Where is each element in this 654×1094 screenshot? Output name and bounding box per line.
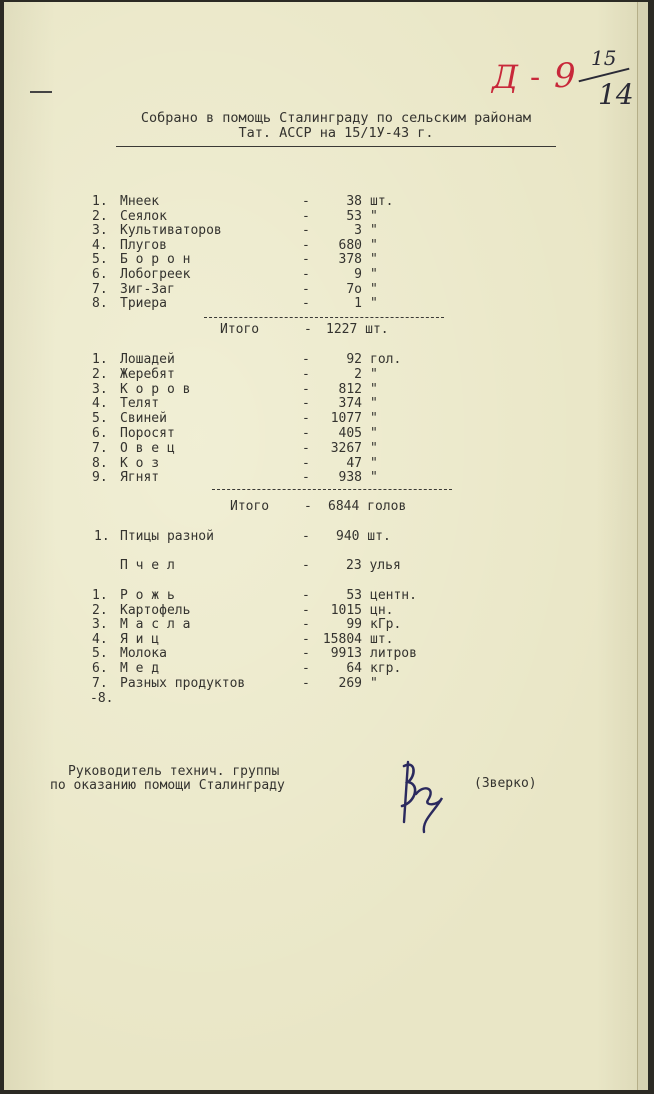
item-name: Мнеек [120, 194, 160, 209]
item-number: 1. [92, 352, 108, 367]
section-equipment-total [4, 322, 648, 337]
item-unit: " [370, 267, 378, 282]
list-item [4, 426, 648, 441]
item-quantity: 38 [346, 194, 362, 209]
item-quantity: 405 [338, 426, 362, 441]
item-unit: " [370, 675, 378, 691]
list-item [4, 352, 648, 367]
item-name: О в е ц [120, 440, 175, 456]
section-livestock-rule [212, 489, 452, 490]
item-quantity: 680 [338, 237, 362, 253]
total-value: 6844 голов [328, 499, 407, 514]
item-number: 2. [92, 602, 108, 618]
list-item [4, 676, 648, 691]
item-quantity: 938 [338, 470, 362, 486]
list-item [4, 603, 648, 618]
signatory-role-line2: по оказанию помощи Сталинграду [50, 778, 285, 793]
item-dash: - [302, 352, 310, 367]
item-dash: - [302, 588, 310, 603]
item-number: 5. [92, 646, 108, 662]
item-dash: - [302, 208, 310, 224]
item-unit: шт. [370, 631, 394, 647]
list-item [4, 382, 648, 397]
item-unit: " [370, 411, 378, 427]
item-unit: " [370, 208, 378, 224]
list-item [4, 238, 648, 253]
item-unit: " [370, 426, 378, 441]
item-name: П ч е л [120, 558, 175, 573]
item-number: 1. [92, 588, 108, 603]
item-quantity: 64 [346, 661, 362, 676]
item-quantity: 92 [346, 352, 362, 367]
item-number: 3. [92, 381, 108, 397]
list-item [4, 223, 648, 238]
item-number: 2. [92, 208, 108, 224]
list-item [4, 396, 648, 411]
item-number: 6. [92, 267, 108, 282]
total-label: Итого [220, 322, 260, 337]
item-dash: - [302, 426, 310, 441]
total-label: Итого [230, 499, 270, 514]
item-number: 5. [92, 411, 108, 427]
item-name: Р о ж ь [120, 588, 175, 603]
item-value: 940 шт. [336, 529, 391, 544]
item-dash: - [302, 281, 310, 297]
item-name: Телят [120, 396, 160, 412]
item-dash: - [302, 223, 310, 239]
list-item [4, 456, 648, 471]
item-dash: - [302, 411, 310, 427]
item-dash: - [302, 366, 310, 382]
list-item [4, 470, 648, 485]
item-name: М е д [120, 661, 160, 676]
item-unit: кгр. [370, 661, 402, 676]
item-name: Триера [120, 296, 167, 312]
item-dash: - [302, 617, 310, 633]
item-number: 7. [92, 675, 108, 691]
item-name: Лошадей [120, 352, 175, 367]
item-number: 9. [92, 470, 108, 486]
item-name: Жеребят [120, 366, 175, 382]
item-name: Б о р о н [120, 252, 191, 268]
birds-row [4, 529, 648, 544]
item-name: Ягнят [120, 470, 160, 486]
item-quantity: 47 [346, 455, 362, 471]
section-livestock-total [4, 499, 648, 514]
item-quantity: 1 [354, 296, 362, 312]
item-quantity: 269 [338, 675, 362, 691]
signatory-role-line1: Руководитель технич. группы [68, 764, 280, 779]
item-name: К о з [120, 455, 160, 471]
item-unit: " [370, 366, 378, 382]
struck-item-number: -8. [90, 691, 114, 706]
item-dash: - [302, 631, 310, 647]
item-unit: кГр. [370, 617, 402, 633]
list-item [4, 282, 648, 297]
list-item [4, 367, 648, 382]
item-name: Лобогреек [120, 267, 191, 282]
item-dash: - [302, 470, 310, 486]
section-equipment-rule [204, 317, 444, 318]
item-quantity: 99 [346, 617, 362, 633]
archive-number: 9 [554, 56, 576, 96]
item-name: Картофель [120, 602, 191, 618]
handwritten-signature [394, 754, 454, 834]
item-number: 4. [92, 631, 108, 647]
item-quantity: 812 [338, 381, 362, 397]
item-unit: " [370, 396, 378, 412]
document-title-line2: Тат. АССР на 15/1У-43 г. [238, 125, 434, 141]
list-item [4, 588, 648, 603]
item-unit: " [370, 381, 378, 397]
list-item [4, 441, 648, 456]
hole-punch-mark [30, 91, 52, 93]
item-dash: - [302, 602, 310, 618]
item-unit: " [370, 281, 378, 297]
archive-fraction-top: 15 [591, 46, 617, 70]
list-item [4, 661, 648, 676]
item-number: 1. [92, 194, 108, 209]
item-number: 8. [92, 296, 108, 312]
item-number: 5. [92, 252, 108, 268]
item-quantity: 15804 [322, 631, 362, 647]
item-unit: " [370, 455, 378, 471]
item-quantity: 3267 [330, 440, 362, 456]
total-dash: - [304, 499, 312, 514]
item-dash: - [302, 396, 310, 412]
document-title-line1: Собрано в помощь Сталинграду по сельским районам [140, 110, 532, 126]
list-item [4, 267, 648, 282]
archive-dash: - [530, 60, 541, 95]
item-unit: цн. [370, 602, 394, 618]
item-name: Молока [120, 646, 167, 662]
item-dash: - [302, 440, 310, 456]
item-number: 4. [92, 396, 108, 412]
item-number: 8. [92, 455, 108, 471]
item-number: 6. [92, 661, 108, 676]
item-number: 7. [92, 281, 108, 297]
item-unit: " [370, 237, 378, 253]
item-dash: - [302, 296, 310, 312]
signatory-name: (Зверко) [474, 776, 537, 791]
item-quantity: 1077 [330, 411, 362, 427]
item-number: 4. [92, 237, 108, 253]
list-item [4, 617, 648, 632]
bees-row [4, 558, 648, 573]
title-underline [116, 146, 556, 147]
item-unit: " [370, 470, 378, 486]
item-name: М а с л а [120, 617, 191, 633]
item-unit: " [370, 223, 378, 239]
item-dash: - [302, 267, 310, 282]
item-quantity: 378 [338, 252, 362, 268]
item-unit: гол. [370, 352, 402, 367]
archive-fraction-bottom: 14 [598, 78, 634, 111]
item-dash: - [302, 529, 310, 544]
list-item [4, 632, 648, 647]
list-item [4, 209, 648, 224]
item-quantity: 1015 [330, 602, 362, 618]
item-dash: - [302, 252, 310, 268]
item-name: Свиней [120, 411, 167, 427]
item-name: Поросят [120, 426, 175, 441]
item-dash: - [302, 237, 310, 253]
item-name: Разных продуктов [120, 675, 246, 691]
total-dash: - [304, 322, 312, 337]
item-number: 6. [92, 426, 108, 441]
item-unit: центн. [370, 588, 417, 603]
item-dash: - [302, 558, 310, 573]
archive-number-mark [488, 46, 638, 114]
item-number: 7. [92, 440, 108, 456]
item-quantity: 9913 [330, 646, 362, 662]
item-quantity: 3 [354, 223, 362, 239]
list-item [4, 296, 648, 311]
list-item [4, 194, 648, 209]
item-number: 1. [94, 529, 110, 544]
list-item [4, 252, 648, 267]
item-number: 3. [92, 617, 108, 633]
item-dash: - [302, 194, 310, 209]
item-name: Птицы разной [120, 529, 214, 544]
item-unit: шт. [370, 194, 394, 209]
item-dash: - [302, 381, 310, 397]
item-value: 23 улья [346, 558, 401, 573]
page-fold-edge [637, 2, 648, 1090]
item-name: Я и ц [120, 631, 160, 647]
item-quantity: 9 [354, 267, 362, 282]
item-unit: " [370, 296, 378, 312]
item-quantity: 374 [338, 396, 362, 412]
item-quantity: 7о [346, 281, 362, 297]
item-dash: - [302, 661, 310, 676]
item-unit: " [370, 252, 378, 268]
item-name: Плугов [120, 237, 167, 253]
list-item [4, 646, 648, 661]
item-dash: - [302, 455, 310, 471]
item-quantity: 53 [346, 588, 362, 603]
item-unit: " [370, 440, 378, 456]
item-name: К о р о в [120, 381, 191, 397]
item-number: 3. [92, 223, 108, 239]
item-quantity: 53 [346, 208, 362, 224]
item-name: Культиваторов [120, 223, 222, 239]
struck-item [4, 691, 648, 706]
item-unit: литров [370, 646, 417, 662]
item-dash: - [302, 675, 310, 691]
item-dash: - [302, 646, 310, 662]
document-page [4, 2, 648, 1090]
item-number: 2. [92, 366, 108, 382]
item-quantity: 2 [354, 366, 362, 382]
list-item [4, 411, 648, 426]
item-name: Сеялок [120, 208, 167, 224]
archive-letter: Д [492, 58, 519, 96]
item-name: Зиг-Заг [120, 281, 175, 297]
total-value: 1227 шт. [326, 322, 389, 337]
